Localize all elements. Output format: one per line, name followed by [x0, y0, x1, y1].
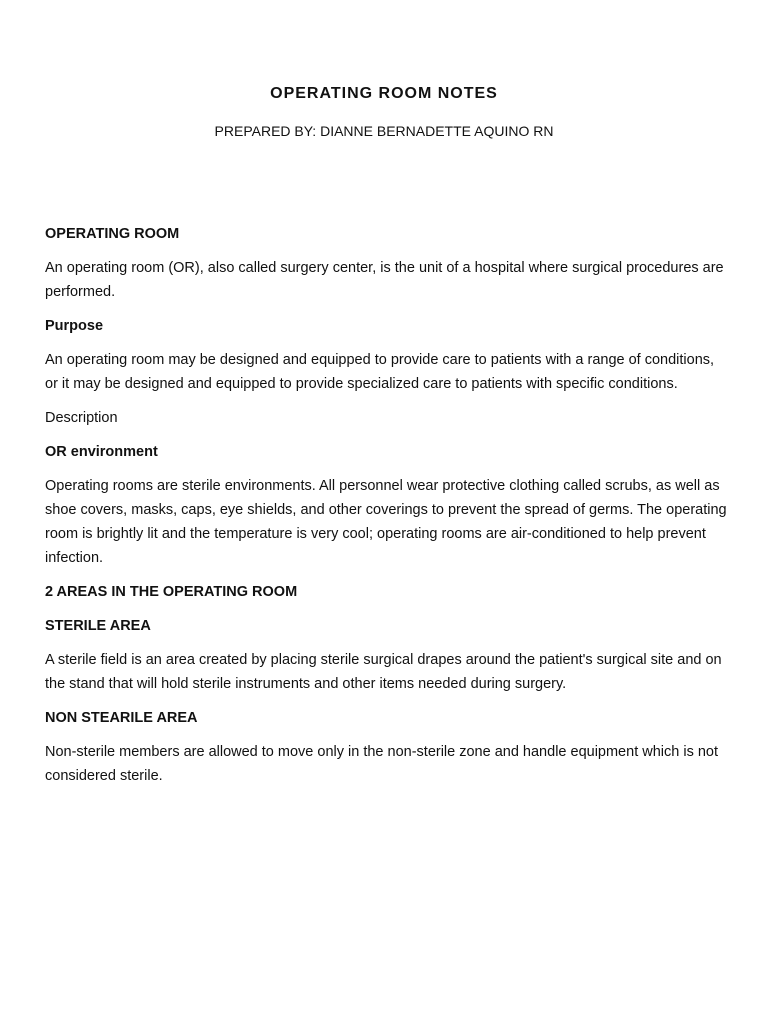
paragraph-operating-room: An operating room (OR), also called surgery center, is the unit of a hospital where surgical procedures are performed. [45, 260, 724, 300]
label-description: Description [45, 410, 118, 426]
paragraph-non-sterile-area: Non-sterile members are allowed to move only in the non-sterile zone and handle equipment which is not considered sterile. [45, 744, 719, 784]
document-title: OPERATING ROOM NOTES [270, 85, 498, 102]
document-body [45, 222, 730, 798]
paragraph-purpose: An operating room may be designed and equipped to provide care to patients with a range of conditions, or it may be designed and equipped to provide specialized care to patients with specific conditions. [45, 352, 715, 392]
section-heading-non-sterile-area: NON STEARILE AREA [45, 710, 198, 726]
paragraph-or-environment: Operating rooms are sterile environments. All personnel wear protective clothing called scrubs, as well as shoe covers, masks, caps, eye shields, and other coverings to prevent the spread of germs. The operating room is brightly lit and the temperature is very cool; operating rooms are air-conditioned to help prevent infection. [45, 478, 727, 566]
paragraph-sterile-area: A sterile field is an area created by placing sterile surgical drapes around the patient's surgical site and on the stand that will hold sterile instruments and other items needed during surgery. [45, 652, 722, 692]
section-heading-or-environment: OR environment [45, 444, 158, 460]
section-heading-purpose: Purpose [45, 318, 104, 334]
section-heading-sterile-area: STERILE AREA [45, 618, 151, 634]
section-heading-areas: 2 AREAS IN THE OPERATING ROOM [45, 584, 298, 600]
document-subtitle: PREPARED BY: DIANNE BERNADETTE AQUINO RN [214, 123, 554, 139]
section-heading-operating-room: OPERATING ROOM [45, 226, 180, 242]
